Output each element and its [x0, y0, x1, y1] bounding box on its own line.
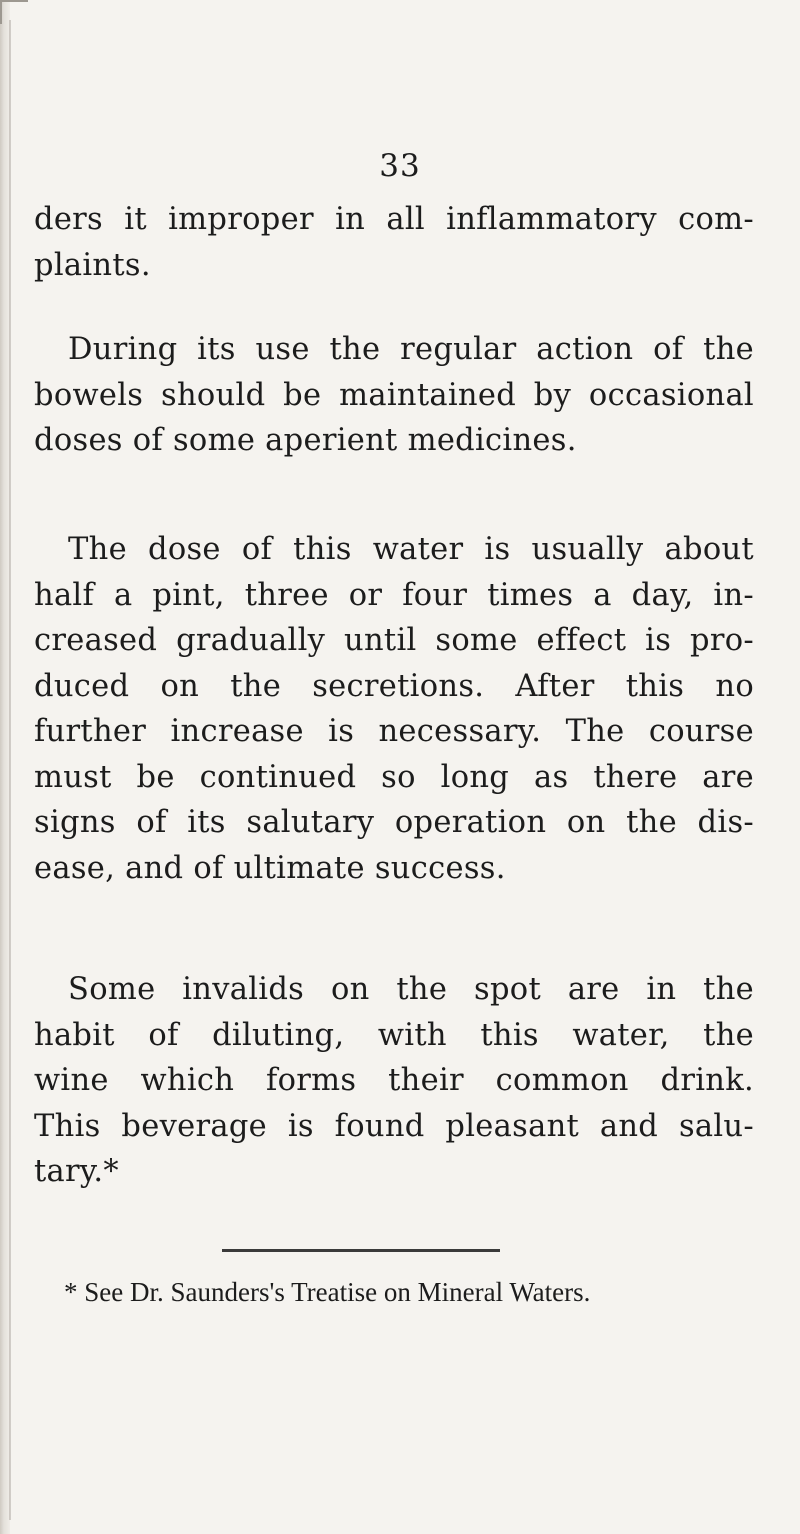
text-line: Some invalids on the spot are in the — [68, 972, 754, 1007]
text-line: doses of some aperient medicines. — [34, 423, 577, 458]
paragraph-1 — [34, 197, 754, 288]
text-line: ease, and of ultimate success. — [34, 850, 506, 886]
binding-edge — [9, 20, 11, 1520]
text-line: further increase is necessary. The course — [34, 714, 754, 749]
text-line: signs of its salutary operation on the dis- — [34, 805, 754, 840]
footnote: * See Dr. Saunders's Treatise on Mineral Waters. — [64, 1277, 591, 1307]
text-line: bowels should be maintained by occasional — [34, 377, 754, 413]
page-number: 33 — [379, 148, 421, 184]
text-line: creased gradually until some effect is pro- — [34, 623, 754, 658]
text-line: plaints. — [34, 247, 151, 283]
paragraph-3 — [34, 527, 754, 891]
text-line: wine which forms their common drink. — [34, 1063, 754, 1098]
text-line: tary.* — [34, 1154, 119, 1189]
text-line: ders it improper in all inflammatory com- — [34, 202, 754, 237]
text-line: This beverage is found pleasant and salu- — [34, 1108, 754, 1144]
text-line: duced on the secretions. After this no — [34, 668, 754, 704]
footnote-rule — [222, 1249, 500, 1252]
text-line: habit of diluting, with this water, the — [34, 1017, 754, 1053]
corner-mark — [0, 0, 28, 24]
text-line: The dose of this water is usually about — [68, 532, 754, 567]
text-line: During its use the regular action of the — [68, 332, 754, 367]
text-line: must be continued so long as there are — [34, 759, 754, 795]
paragraph-2 — [34, 327, 754, 464]
text-line: half a pint, three or four times a day, in- — [34, 577, 754, 613]
paragraph-4 — [34, 967, 754, 1195]
